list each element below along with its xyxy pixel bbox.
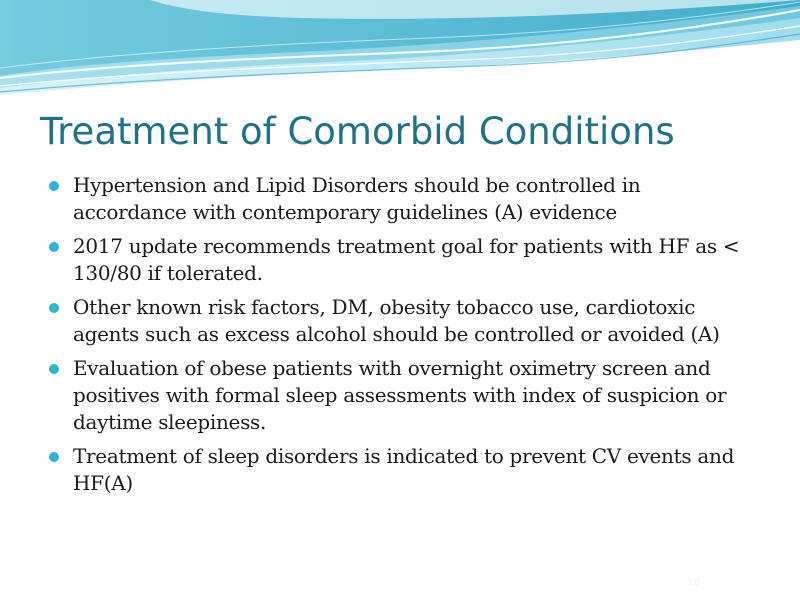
bullet-item (48, 233, 760, 287)
bullet-dot-icon (49, 242, 59, 252)
bullet-item (48, 443, 760, 497)
page-number: 10 (687, 577, 700, 588)
bullet-dot-icon (49, 364, 59, 374)
bullet-text: 2017 update recommends treatment goal for patients with HF as < 130/80 if tolerated. (73, 234, 740, 285)
wave-header-decoration (0, 0, 800, 100)
bullet-dot-icon (49, 452, 59, 462)
bullet-item (48, 172, 760, 226)
bullet-list (48, 172, 760, 504)
bullet-text: Treatment of sleep disorders is indicated to prevent CV events and HF(A) (73, 444, 735, 495)
bullet-text: Hypertension and Lipid Disorders should be controlled in accordance with contemporary guidelines (A) evidence (73, 173, 641, 224)
bullet-item (48, 355, 760, 436)
bullet-item (48, 294, 760, 348)
bullet-text: Evaluation of obese patients with overnight oximetry screen and positives with formal sleep assessments with index of suspicion or daytime sleepiness. (73, 356, 727, 434)
bullet-dot-icon (49, 303, 59, 313)
bullet-dot-icon (49, 181, 59, 191)
slide-title: Treatment of Comorbid Conditions (40, 110, 675, 153)
bullet-text: Other known risk factors, DM, obesity tobacco use, cardiotoxic agents such as excess alcohol should be controlled or avoided (A) (73, 295, 720, 346)
